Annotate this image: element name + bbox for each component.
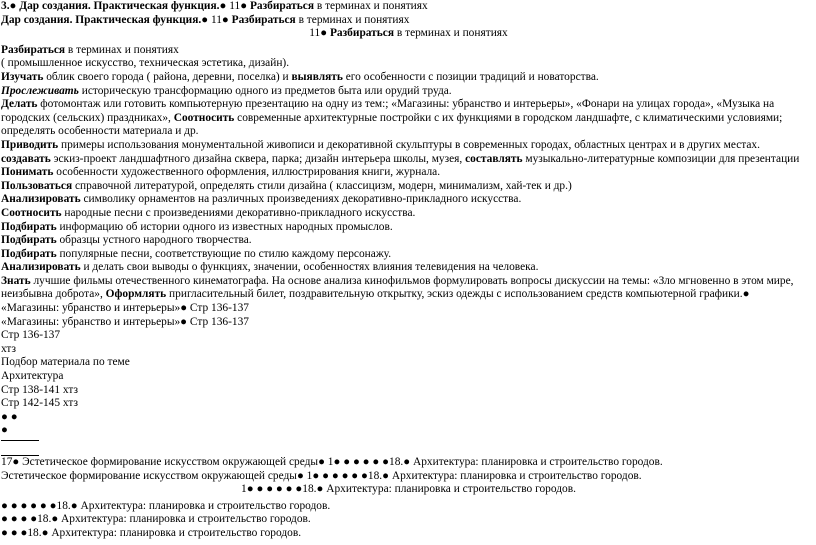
bullet: ● bbox=[221, 13, 232, 26]
text: лучшие фильмы отечественного кинематографа. На основе анализа кинофильмов формулировать вопросы дискуссии на темы: «Зло мгновенно в этом мире, неизбывна доброта», bbox=[1, 274, 794, 301]
heading-dar-sozdaniya: Дар создания. Практическая функция. bbox=[1, 13, 202, 26]
lesson-number: 17 bbox=[1, 456, 13, 468]
line-29 bbox=[1, 483, 816, 497]
line-22: Архитектура bbox=[1, 370, 64, 383]
lesson-number: ●18. bbox=[361, 469, 383, 482]
text: Эстетическое формирование искусством окружающей среды bbox=[1, 469, 297, 482]
bullets: ● ● bbox=[1, 526, 21, 539]
bullet: ● bbox=[320, 27, 330, 40]
action-verb: Пользоваться bbox=[1, 179, 73, 192]
action-verb: Понимать bbox=[1, 166, 54, 179]
action-verb: Прослеживать bbox=[1, 84, 79, 97]
text: ● Архитектура: планировка и строительство городов. bbox=[70, 499, 331, 512]
bullets: ● ● ● ● ● bbox=[312, 469, 362, 482]
line-17 bbox=[1, 275, 816, 316]
action-verb: Анализировать bbox=[1, 193, 81, 206]
text: в терминах и понятиях bbox=[314, 0, 428, 12]
action-verb: Приводить bbox=[1, 138, 59, 151]
action-verb: составлять bbox=[465, 152, 523, 165]
line-14 bbox=[1, 234, 816, 248]
line-27 bbox=[1, 456, 816, 470]
text: ● «Магазины: убранство и интерьеры» bbox=[1, 288, 750, 315]
action-verb: Анализировать bbox=[1, 261, 81, 274]
line-1 bbox=[1, 0, 816, 14]
text: облик своего города ( района, деревни, поселка) и bbox=[43, 70, 292, 83]
lesson-number: ● 11 bbox=[201, 13, 222, 26]
text: ● Архитектура: планировка и строительство городов. bbox=[51, 513, 311, 526]
text: пригласительный билет, поздравительную открытку, эскиз одежды с использованием средств компьютерной графики. bbox=[166, 288, 743, 301]
text: символику орнаментов на различных произведениях декоративно-прикладного искусства. bbox=[80, 193, 522, 206]
action-verb: Подбирать bbox=[1, 247, 57, 260]
item-number: 3. bbox=[1, 0, 10, 12]
line-24: Стр 142-145 хтз bbox=[1, 397, 78, 410]
text: ● 1 bbox=[318, 456, 334, 468]
action-verb: Изучать bbox=[1, 70, 44, 83]
line-12 bbox=[1, 207, 816, 221]
action-verb: Делать bbox=[1, 98, 38, 111]
bullets: ● ● ● ● ● bbox=[333, 456, 383, 468]
line-18: «Магазины: убранство и интерьеры»● Стр 136-137 bbox=[1, 315, 249, 328]
lesson-number: ●18. bbox=[49, 499, 71, 512]
text: эскиз-проект ландшафтного дизайна сквера, парка; дизайн интерьера школы, музея, bbox=[50, 152, 466, 165]
action-verb: создавать bbox=[1, 152, 51, 165]
text: в терминах и понятиях bbox=[65, 43, 179, 56]
line-31 bbox=[1, 513, 816, 527]
line-20: хтз bbox=[1, 342, 17, 355]
text: современные архитектурные постройки с их функциями в городском ландшафте, с климатическими условиями; определять особенности материала и др. bbox=[1, 111, 783, 138]
lesson-number: 11 bbox=[309, 27, 321, 40]
text: популярные песни, соответствующие по стилю каждому персонажу. bbox=[56, 247, 392, 260]
text: историческую трансформацию одного из предметов быта или орудий труда. bbox=[78, 84, 452, 97]
line-5: ( промышленное искусство, техническая эстетика, дизайн). bbox=[1, 57, 290, 70]
text: ● 1 bbox=[296, 469, 313, 482]
heading-dar-sozdaniya: ● Дар создания. Практическая функция. bbox=[9, 0, 220, 12]
text: 1 bbox=[241, 483, 247, 496]
line-15 bbox=[1, 248, 816, 262]
text: в терминах и понятиях bbox=[394, 27, 508, 40]
line-2 bbox=[1, 14, 816, 28]
line-8 bbox=[1, 98, 816, 139]
line-4 bbox=[1, 44, 816, 58]
line-23: Стр 138-141 хтз bbox=[1, 383, 78, 396]
action-verb: Подбирать bbox=[1, 220, 57, 233]
action-verb: Разбираться bbox=[329, 27, 395, 40]
text: особенности художественного оформления, иллюстрирования книги, журнала. bbox=[53, 166, 441, 179]
line-13 bbox=[1, 221, 816, 235]
lesson-number: ●18. bbox=[30, 513, 52, 526]
line-30 bbox=[1, 500, 816, 514]
line-11 bbox=[1, 193, 816, 207]
line-6 bbox=[1, 71, 816, 85]
bullets: ● ● ● bbox=[1, 513, 31, 526]
line-25: ● ● bbox=[1, 410, 18, 423]
lesson-number: ● 11 bbox=[219, 0, 241, 12]
text: ● Эстетическое формирование искусством окружающей среды bbox=[12, 456, 319, 468]
line-7 bbox=[1, 85, 816, 99]
text: ● Архитектура: планировка и строительство городов. bbox=[41, 526, 302, 539]
text: информацию об истории одного из известных народных промыслов. bbox=[56, 220, 393, 233]
line-10 bbox=[1, 180, 816, 194]
action-verb: Разбираться bbox=[1, 43, 66, 56]
line-32 bbox=[1, 527, 816, 541]
line-9 bbox=[1, 139, 816, 180]
action-verb: Разбираться bbox=[231, 13, 296, 26]
action-verb: Разбираться bbox=[249, 0, 314, 12]
text: его особенности с позиции традиций и новаторства. bbox=[342, 70, 599, 83]
text: примеры использования монументальной живописи и декоративной скульптуры в современных городах, областных центрах и в других местах. bbox=[58, 138, 760, 151]
bullets: ● ● ● ● ● bbox=[1, 499, 50, 512]
text: музыкально-литературные композиции для презентации bbox=[522, 152, 800, 165]
line-19: Стр 136-137 bbox=[1, 329, 61, 342]
text: народные песни с произведениями декоративно-прикладного искусства. bbox=[61, 206, 416, 219]
lesson-number: ●18. bbox=[20, 526, 42, 539]
text: фотомонтаж или готовить компьютерную презентацию на одну из тем:; «Магазины: убранство и интерьеры», «Фонари на улицах города», «Музыка на городских (сельских) праздниках», bbox=[1, 98, 775, 124]
bullets: ● ● ● ● ● bbox=[246, 483, 296, 496]
text: ● Архитектура: планировка и строительство городов. bbox=[403, 456, 663, 468]
line-21: Подбор материала по теме bbox=[1, 356, 130, 369]
text: образцы устного народного творчества. bbox=[56, 234, 252, 247]
action-verb: Оформлять bbox=[105, 288, 167, 301]
action-verb: Подбирать bbox=[1, 234, 57, 247]
line-3 bbox=[1, 27, 816, 41]
text: ● Архитектура: планировка и строительство городов. bbox=[382, 469, 642, 482]
text: и делать свои выводы о функциях, значении, особенностях влияния телевидения на человека. bbox=[80, 261, 539, 274]
text: в терминах и понятиях bbox=[295, 13, 410, 26]
action-verb: выявлять bbox=[291, 70, 343, 83]
line-26: ● bbox=[1, 424, 8, 437]
text: справочной литературой, определять стили дизайна ( классицизм, модерн, минимализм, хай-тек и др.) bbox=[72, 179, 572, 192]
line-16 bbox=[1, 261, 816, 275]
action-verb: Соотносить bbox=[173, 111, 235, 124]
lesson-number: ●18. bbox=[382, 456, 404, 468]
text: ● Стр 136-137 bbox=[180, 302, 249, 315]
action-verb: Соотносить bbox=[1, 206, 62, 219]
lesson-number: ●18. bbox=[295, 483, 317, 496]
bullet: ● bbox=[240, 0, 250, 12]
line-28 bbox=[1, 470, 816, 484]
action-verb: Знать bbox=[1, 274, 31, 287]
text: ● Архитектура: планировка и строительство городов. bbox=[316, 483, 576, 496]
